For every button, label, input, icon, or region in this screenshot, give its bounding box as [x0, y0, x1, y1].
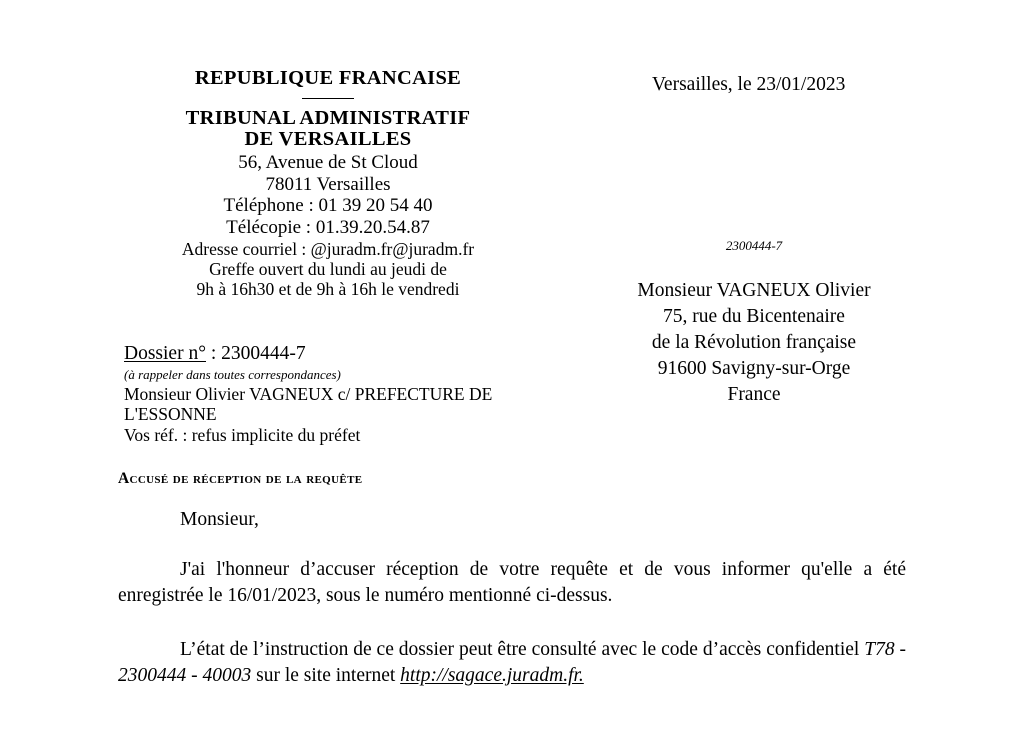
dossier-number: 2300444-7: [221, 343, 306, 364]
letterhead-court-line-2: DE VERSAILLES: [244, 128, 412, 151]
recipient-street: 75, rue du Bicentenaire: [663, 305, 845, 327]
subject-heading: Accusé de réception de la requête: [118, 470, 363, 487]
letterhead-court-line-1: TRIBUNAL ADMINISTRATIF: [185, 107, 471, 130]
letterhead-divider: [118, 89, 538, 108]
body-paragraph-1: J'ai l'honneur d’accuser réception de votre requête et de vous informer qu'elle a été enregistrée le 16/01/2023, sous le numéro mentionné ci-dessus.: [118, 559, 906, 607]
recipient-address-block: [600, 278, 908, 408]
dossier-parties: Monsieur Olivier VAGNEUX c/ PREFECTURE DE L'ESSONNE: [124, 383, 493, 424]
dossier-label: Dossier n°: [124, 343, 206, 364]
letterhead-phone: Téléphone : 01 39 20 54 40: [223, 195, 433, 217]
letterhead-hours-line-2: 9h à 16h30 et de 9h à 16h le vendredi: [196, 278, 460, 299]
paragraph-2-text-middle: sur le site internet: [251, 665, 401, 687]
sagace-website-link[interactable]: http://sagace.juradm.fr.: [400, 665, 584, 687]
dossier-heading: [124, 343, 544, 366]
date-line: Versailles, le 23/01/2023: [652, 74, 846, 95]
greeting: Monsieur,: [180, 509, 259, 530]
letterhead: [118, 68, 538, 298]
recipient-country: France: [727, 383, 781, 405]
recipient-city: 91600 Savigny-sur-Orge: [657, 357, 851, 379]
recipient-name: Monsieur VAGNEUX Olivier: [637, 280, 871, 301]
letterhead-email: Adresse courriel : @juradm.fr@juradm.fr: [181, 238, 475, 259]
letterhead-hours-line-1: Greffe ouvert du lundi au jeudi de: [209, 258, 447, 279]
recipient-street-2: de la Révolution française: [651, 331, 857, 353]
letterhead-city: 78011 Versailles: [265, 173, 391, 195]
body-paragraph-2: [118, 637, 906, 689]
horizontal-rule: [302, 98, 354, 99]
access-code: T78 - 2300444 - 40003: [118, 639, 907, 687]
letterhead-fax: Télécopie : 01.39.20.54.87: [226, 217, 430, 239]
letterhead-street: 56, Avenue de St Cloud: [238, 152, 418, 174]
recipient-reference-number: 2300444-7: [725, 238, 783, 253]
dossier-your-reference: Vos réf. : refus implicite du préfet: [124, 425, 361, 446]
paragraph-2-text-start: L’état de l’instruction de ce dossier peut être consulté avec le code d’accès confidentiel: [180, 639, 865, 660]
dossier-separator: :: [206, 343, 222, 364]
dossier-note: (à rappeler dans toutes correspondances): [124, 366, 341, 382]
letterhead-republic: REPUBLIQUE FRANCAISE: [194, 67, 462, 89]
dossier-block: [124, 343, 544, 446]
